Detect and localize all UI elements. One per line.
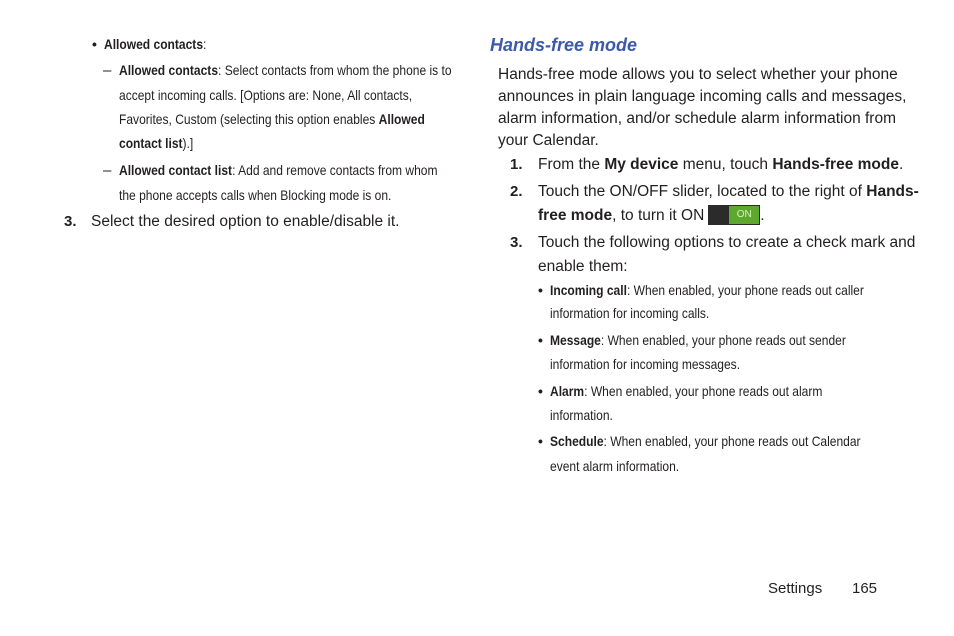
bullet: • [92, 36, 97, 52]
option-alarm: Alarm: When enabled, your phone reads out alarm [550, 383, 823, 399]
step-number: 3. [510, 234, 523, 251]
intro-line: your Calendar. [498, 132, 599, 149]
dash: – [103, 162, 112, 179]
option-message: Message: When enabled, your phone reads out sender [550, 332, 846, 348]
page-number: 165 [852, 580, 878, 597]
intro-line: announces in plain language incoming calls and messages, [498, 88, 907, 105]
bullet: • [538, 383, 543, 399]
my-device-term: My device [604, 156, 679, 173]
sub1-line1: Allowed contacts: Select contacts from whom the phone is to [119, 62, 452, 78]
step3-text: Select the desired option to enable/disable it. [91, 213, 400, 230]
section-heading: Hands-free mode [490, 35, 638, 55]
bullet: • [538, 433, 543, 449]
step3-line1: Touch the following options to create a check mark and [538, 234, 916, 251]
allowed-contacts-item: Allowed contacts: [104, 36, 207, 52]
on-toggle-icon [708, 205, 760, 225]
option-incoming-call: Incoming call: When enabled, your phone reads out caller [550, 282, 864, 298]
option-message-line2: information for incoming messages. [550, 356, 741, 372]
sub2-line2: the phone accepts calls when Blocking mode is on. [119, 187, 392, 203]
sub1-term: Allowed contacts [119, 62, 219, 78]
hands-free-term: Hands-free mode [772, 156, 899, 173]
toggle-knob: ON [729, 206, 759, 224]
footer-section: Settings [768, 580, 823, 597]
sub2-line1: Allowed contact list: Add and remove contacts from whom [119, 162, 438, 178]
allowed-contacts-label: Allowed contacts [104, 36, 204, 52]
sub1-line4: contact list).] [119, 135, 194, 151]
option-schedule: Schedule: When enabled, your phone reads out Calendar [550, 433, 861, 449]
sub2-term: Allowed contact list [119, 162, 233, 178]
dash: – [103, 62, 112, 79]
option-schedule-line2: event alarm information. [550, 458, 680, 474]
option-incoming-call-line2: information for incoming calls. [550, 305, 710, 321]
step3-line2: enable them: [538, 258, 628, 275]
sub1-line3: Favorites, Custom (selecting this option enables Allowed [119, 111, 425, 127]
intro-line: Hands-free mode allows you to select whether your phone [498, 66, 898, 83]
bullet: • [538, 332, 543, 348]
step2-line1: Touch the ON/OFF slider, located to the right of Hands- [538, 183, 919, 200]
bullet: • [538, 282, 543, 298]
step-number: 3. [64, 213, 77, 230]
option-alarm-line2: information. [550, 407, 613, 423]
step1-text: From the My device menu, touch Hands-free mode. [538, 156, 904, 173]
step-number: 2. [510, 183, 523, 200]
sub1-line2: accept incoming calls. [Options are: None, All contacts, [119, 87, 413, 103]
intro-line: alarm information, and/or schedule alarm information from [498, 110, 897, 127]
step2-line2: free mode, to turn it ON ON . [538, 206, 765, 226]
step-number: 1. [510, 156, 523, 173]
